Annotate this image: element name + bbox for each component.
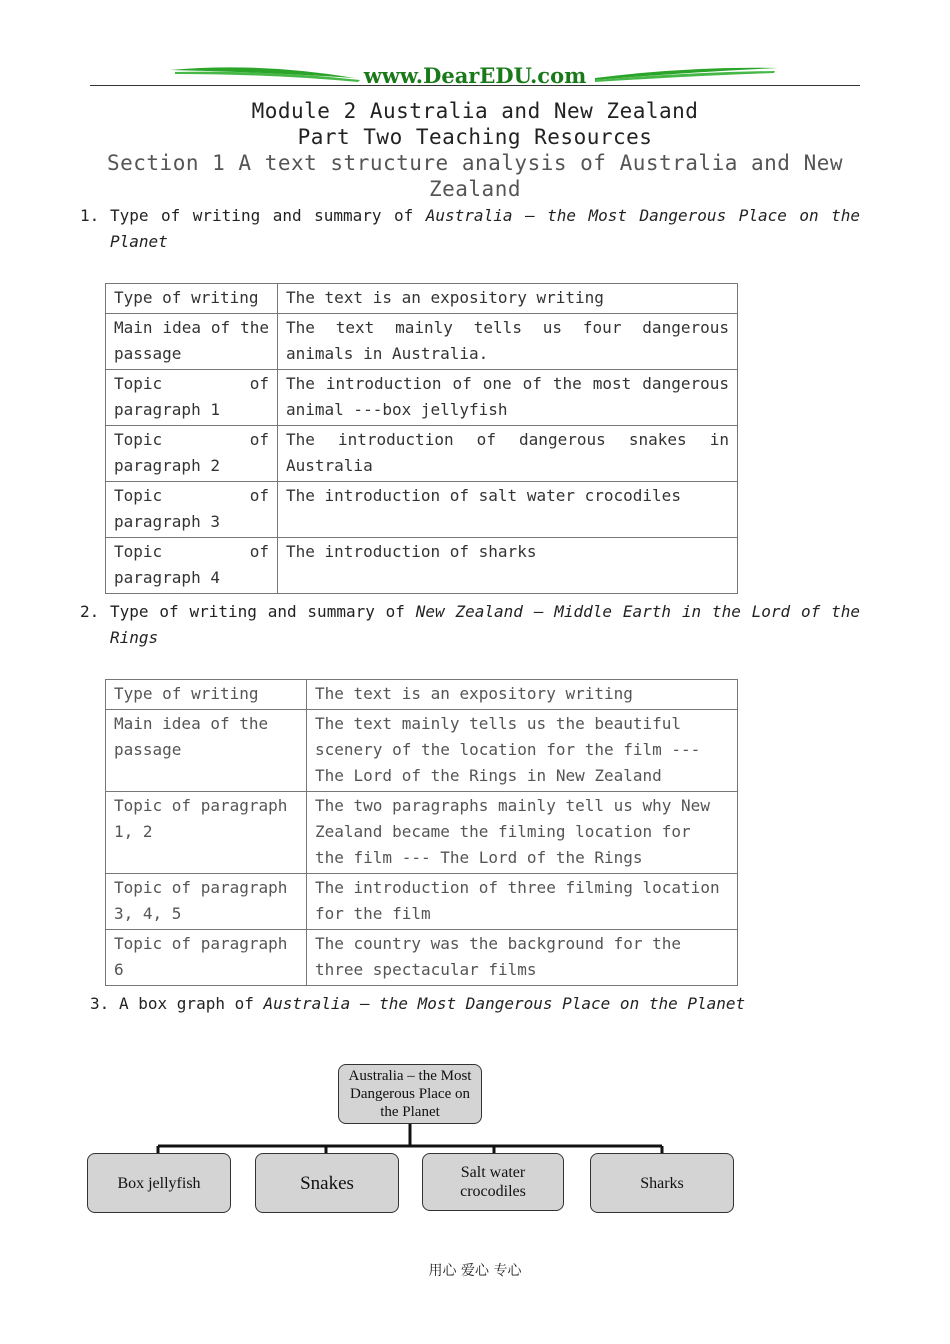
item-1-heading-cont — [110, 232, 168, 251]
item-1-dash: – — [512, 206, 548, 225]
item-1-prefix: Type of writing and summary of — [110, 206, 426, 225]
australia-table — [105, 283, 738, 594]
row-value: The two paragraphs mainly tell us why New Zealand became the filming location for the film --- The Lord of the Rings — [307, 792, 738, 874]
row-label: Topic of paragraph 4 — [106, 538, 278, 594]
row-value: The text is an expository writing — [278, 284, 738, 314]
row-label: Type of writing — [106, 284, 278, 314]
row-value: The text is an expository writing — [307, 680, 738, 710]
row-label: Topic of paragraph 2 — [106, 426, 278, 482]
row-label: Topic of paragraph 6 — [106, 930, 307, 986]
item-1-number: 1. — [80, 206, 100, 225]
new-zealand-table — [105, 679, 738, 986]
row-label: Topic of paragraph 3, 4, 5 — [106, 874, 307, 930]
row-value: The text mainly tells us the beautiful scenery of the location for the film --- The Lord of the Rings in New Zealand — [307, 710, 738, 792]
row-label: Main idea of the passage — [106, 314, 278, 370]
child-box-box-jellyfish: Box jellyfish — [87, 1153, 231, 1213]
row-value: The introduction of dangerous snakes in Australia — [278, 426, 738, 482]
child-box-snakes: Snakes — [255, 1153, 399, 1213]
row-label: Topic of paragraph 1 — [106, 370, 278, 426]
module-title: Module 2 Australia and New Zealand — [251, 99, 699, 123]
item-3-heading — [119, 994, 745, 1013]
item-2-prefix: Type of writing and summary of — [110, 602, 416, 621]
table-row — [106, 538, 738, 594]
box-graph — [80, 1060, 750, 1225]
section-title-line1: Section 1 A text structure analysis of Australia and New — [106, 151, 843, 175]
table-row — [106, 482, 738, 538]
child-box-sharks: Sharks — [590, 1153, 734, 1213]
item-1-title-b: the Most Dangerous Place on the — [547, 206, 860, 225]
item-1-title-c: Planet — [110, 232, 168, 251]
row-value: The country was the background for the three spectacular films — [307, 930, 738, 986]
table-row — [106, 680, 738, 710]
item-2-heading — [110, 602, 860, 621]
item-3-number: 3. — [90, 994, 110, 1013]
item-2-title-c: Rings — [110, 628, 159, 647]
item-2-number: 2. — [80, 602, 100, 621]
item-1-heading — [110, 206, 860, 225]
item-1-title-a: Australia — [425, 206, 513, 225]
row-label: Main idea of the passage — [106, 710, 307, 792]
table-row — [106, 874, 738, 930]
table-row — [106, 284, 738, 314]
site-logo — [170, 58, 780, 92]
logo-text: www.DearEDU.com — [363, 63, 587, 88]
item-3-dash: – — [350, 994, 380, 1013]
row-label: Type of writing — [106, 680, 307, 710]
item-2-title-b: Middle Earth in the Lord of the — [554, 602, 861, 621]
table-row — [106, 426, 738, 482]
row-value: The introduction of salt water crocodiles — [278, 482, 738, 538]
row-label: Topic of paragraph 3 — [106, 482, 278, 538]
table-row — [106, 370, 738, 426]
header-rule — [90, 85, 860, 86]
row-value: The introduction of sharks — [278, 538, 738, 594]
child-box-salt-water-crocodiles: Salt water crocodiles — [422, 1153, 564, 1211]
table-row — [106, 930, 738, 986]
row-value: The introduction of one of the most dangerous animal ---box jellyfish — [278, 370, 738, 426]
item-3-title-a: Australia — [263, 994, 351, 1013]
root-box: Australia – the Most Dangerous Place on the Planet — [338, 1064, 482, 1124]
row-label: Topic of paragraph 1, 2 — [106, 792, 307, 874]
item-2-dash: – — [522, 602, 555, 621]
page-footer: 用心 爱心 专心 — [428, 1263, 522, 1279]
item-2-title-a: New Zealand — [415, 602, 523, 621]
logo-swoosh-icon — [170, 58, 780, 92]
section-title-line2: Zealand — [428, 177, 521, 201]
item-3-prefix: A box graph of — [119, 994, 264, 1013]
item-2-heading-cont — [110, 628, 158, 647]
part-title: Part Two Teaching Resources — [297, 125, 653, 149]
item-3-title-b: the Most Dangerous Place on the Planet — [379, 994, 746, 1013]
table-row — [106, 314, 738, 370]
row-value: The introduction of three filming location for the film — [307, 874, 738, 930]
row-value: The text mainly tells us four dangerous animals in Australia. — [278, 314, 738, 370]
table-row — [106, 710, 738, 792]
table-row — [106, 792, 738, 874]
